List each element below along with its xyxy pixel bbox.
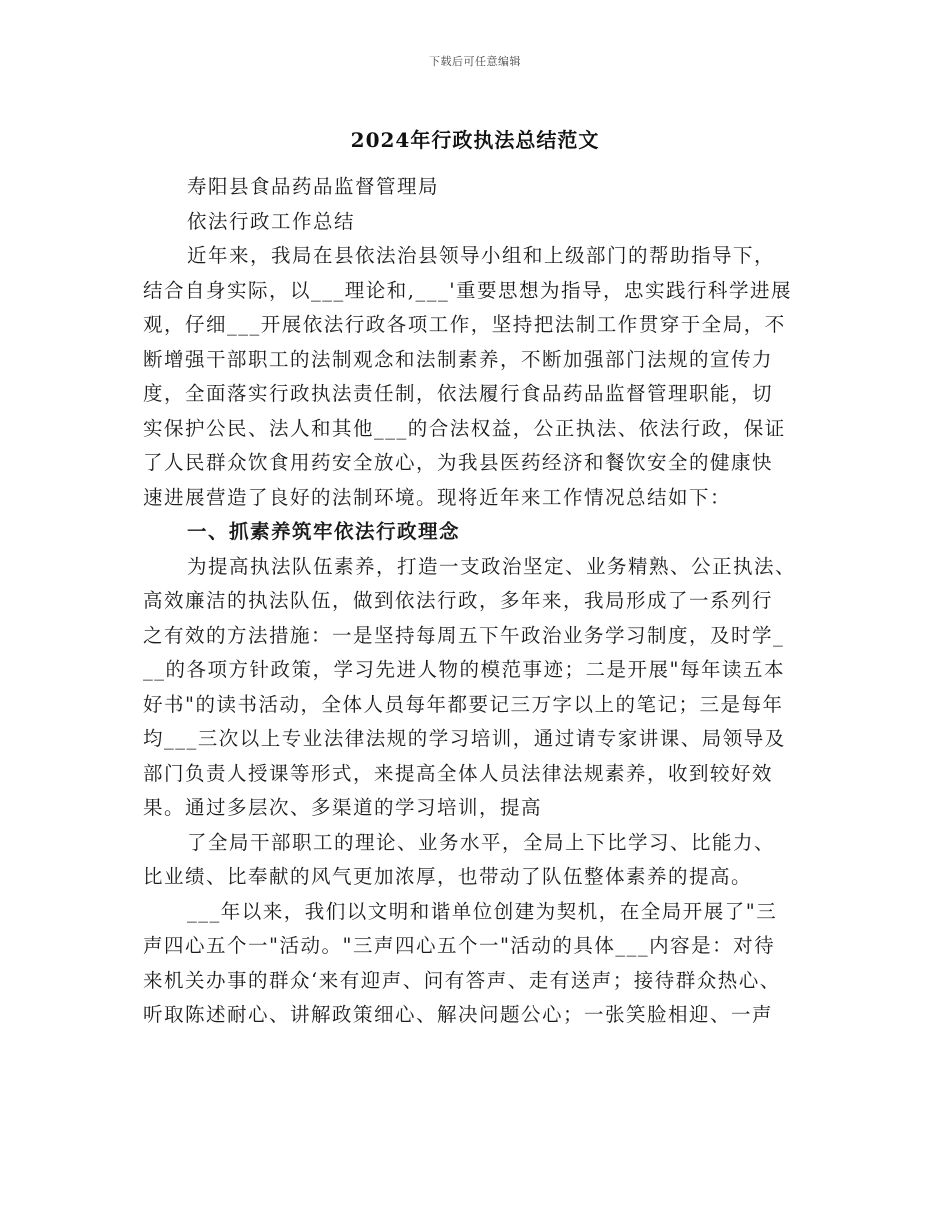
body-text-line: 寿阳县食品药品监督管理局 <box>187 175 440 198</box>
body-text-line: 好书"的读书活动，全体人员每年都要记三万字以上的笔记；三是每年 <box>143 692 784 716</box>
body-text-line: 依法行政工作总结 <box>187 209 356 233</box>
body-text-line: 部门负责人授课等形式，来提高全体人员法律法规素养，收到较好效 <box>143 761 774 785</box>
page-header-note: 下载后可任意编辑 <box>429 55 521 68</box>
body-text-line: 为提高执法队伍素养，打造一支政治坚定、业务精熟、公正执法、 <box>187 554 797 578</box>
body-text-line: 果。通过多层次、多渠道的学习培训，提高 <box>143 796 543 819</box>
body-text-line: 结合自身实际，以___理论和,___'重要思想为指导，忠实践行科学进展 <box>143 278 793 302</box>
body-text-line: 了全局干部职工的理论、业务水平，全局上下比学习、比能力、 <box>187 830 776 854</box>
document-body <box>143 170 823 1033</box>
body-text-line: 速进展营造了良好的法制环境。现将近年来工作情况总结如下： <box>143 485 732 509</box>
body-text-line: 观，仔细___开展依法行政各项工作，坚持把法制工作贯穿于全局，不 <box>143 313 786 336</box>
body-text-line: 实保护公民、法人和其他___的合法权益，公正执法、依法行政，保证 <box>143 416 786 440</box>
body-text-line: 声四心五个一"活动。"三声四心五个一"活动的具体___内容是：对待 <box>143 934 776 957</box>
section-heading: 一、抓素养筑牢依法行政理念 <box>187 520 461 543</box>
body-text-line: 断增强干部职工的法制观念和法制素养，不断加强部门法规的宣传力 <box>143 347 774 371</box>
body-text-line: __的各项方针政策，学习先进人物的模范事迹；二是开展"每年读五本 <box>143 658 785 681</box>
body-text-line: 听取陈述耐心、讲解政策细心、解决问题公心；一张笑脸相迎、一声 <box>143 1003 774 1026</box>
body-text-line: ___年以来，我们以文明和谐单位创建为契机，在全局开展了"三 <box>187 899 778 923</box>
body-text-line: 之有效的方法措施：一是坚持每周五下午政治业务学习制度，及时学_ <box>143 623 785 647</box>
body-text-line: 度，全面落实行政执法责任制，依法履行食品药品监督管理职能，切 <box>143 382 774 405</box>
body-text-line: 近年来，我局在县依法治县领导小组和上级部门的帮助指导下， <box>187 244 776 267</box>
body-text-line: 比业绩、比奉献的风气更加浓厚，也带动了队伍整体素养的提高。 <box>143 865 753 888</box>
body-text-line: 了人民群众饮食用药安全放心，为我县医药经济和餐饮安全的健康快 <box>143 451 774 474</box>
body-text-line: 来机关办事的群众‘来有迎声、问有答声、走有送声；接待群众热心、 <box>143 968 781 992</box>
document-title: 2024年行政执法总结范文 <box>350 128 600 152</box>
body-text-line: 均___三次以上专业法律法规的学习培训，通过请专家讲课、局领导及 <box>143 727 786 750</box>
body-text-line: 高效廉洁的执法队伍，做到依法行政，多年来，我局形成了一系列行 <box>143 589 774 612</box>
